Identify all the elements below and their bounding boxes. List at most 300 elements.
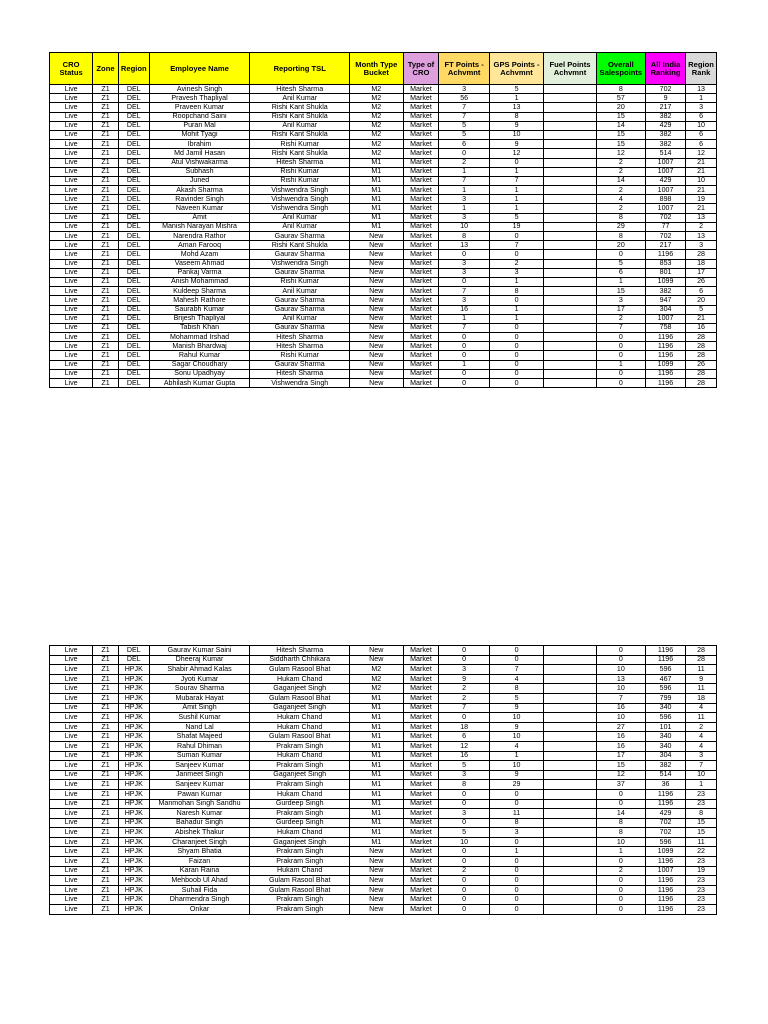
table-cell: M1 xyxy=(350,780,403,790)
table-cell: 6 xyxy=(596,268,645,277)
table-cell: Market xyxy=(403,232,439,241)
table-cell: Z1 xyxy=(93,751,119,761)
table-row xyxy=(50,195,717,204)
table-cell: New xyxy=(350,379,403,388)
table-cell: 898 xyxy=(646,195,686,204)
table-cell: 27 xyxy=(596,722,645,732)
table-row xyxy=(50,287,717,296)
table-cell: Rishi Kumar xyxy=(250,277,350,286)
table-cell: 1196 xyxy=(646,885,686,895)
header-gps-points: GPS Points - Achvmnt xyxy=(489,53,543,85)
table-cell: 5 xyxy=(489,693,543,703)
table-cell: HPJK xyxy=(118,809,149,819)
table-cell: Live xyxy=(50,140,93,149)
table-cell: 20 xyxy=(596,241,645,250)
table-cell: Shafat Majeed xyxy=(149,732,250,742)
table-cell: M2 xyxy=(350,130,403,139)
table-cell: 23 xyxy=(686,895,717,905)
table-cell: Market xyxy=(403,130,439,139)
table-cell xyxy=(544,646,596,656)
table-cell: 10 xyxy=(596,665,645,675)
table-cell: HPJK xyxy=(118,684,149,694)
table-cell: Z1 xyxy=(93,379,119,388)
table-cell: HPJK xyxy=(118,837,149,847)
table-row xyxy=(50,379,717,388)
table-cell xyxy=(544,323,596,332)
table-cell: M1 xyxy=(350,176,403,185)
table-cell: 340 xyxy=(646,732,686,742)
table-cell: 1 xyxy=(489,847,543,857)
table-cell: Market xyxy=(403,305,439,314)
table-cell: Market xyxy=(403,379,439,388)
table-cell: HPJK xyxy=(118,847,149,857)
table-cell: New xyxy=(350,314,403,323)
table-cell: Z1 xyxy=(93,277,119,286)
table-cell: 0 xyxy=(439,799,489,809)
table-cell: 0 xyxy=(489,351,543,360)
table-cell: 9 xyxy=(489,770,543,780)
table-cell: 596 xyxy=(646,713,686,723)
table-cell: Nand Lal xyxy=(149,722,250,732)
table-cell: 10 xyxy=(439,222,489,231)
table-cell: 5 xyxy=(686,305,717,314)
table-cell: Gaurav Sharma xyxy=(250,360,350,369)
table-cell: 15 xyxy=(596,130,645,139)
table-cell: Live xyxy=(50,277,93,286)
table-cell: 1 xyxy=(489,195,543,204)
table-cell: Live xyxy=(50,905,93,915)
table-cell: 10 xyxy=(596,684,645,694)
table-cell: 12 xyxy=(489,149,543,158)
table-cell: 8 xyxy=(596,85,645,94)
table-row xyxy=(50,780,717,790)
table-cell: 20 xyxy=(686,296,717,305)
table-cell: M1 xyxy=(350,195,403,204)
table-cell: Market xyxy=(403,761,439,771)
table-cell: Live xyxy=(50,222,93,231)
table-cell: Z1 xyxy=(93,305,119,314)
table-row xyxy=(50,277,717,286)
table-cell: M2 xyxy=(350,149,403,158)
table-cell: DEL xyxy=(118,250,149,259)
table-cell: Charanjeet Singh xyxy=(149,837,250,847)
table-cell: Prakram Singh xyxy=(250,741,350,751)
table-row xyxy=(50,222,717,231)
table-row xyxy=(50,732,717,742)
table-cell: Market xyxy=(403,369,439,378)
table-cell: Z1 xyxy=(93,149,119,158)
table-cell: DEL xyxy=(118,241,149,250)
table-cell: Z1 xyxy=(93,674,119,684)
table-cell: DEL xyxy=(118,314,149,323)
table-cell: 0 xyxy=(489,360,543,369)
table-cell: 9 xyxy=(489,121,543,130)
header-ft-points: FT Points - Achvmnt xyxy=(439,53,489,85)
table-cell: 3 xyxy=(439,195,489,204)
table-cell: DEL xyxy=(118,287,149,296)
table-cell: Hukam Chand xyxy=(250,789,350,799)
table-cell: 10 xyxy=(489,713,543,723)
table-cell: 9 xyxy=(686,674,717,684)
table-cell: 0 xyxy=(596,905,645,915)
table-cell xyxy=(544,789,596,799)
table-row xyxy=(50,314,717,323)
table-cell: 77 xyxy=(646,222,686,231)
table-cell: 26 xyxy=(686,360,717,369)
table-cell: 0 xyxy=(439,342,489,351)
table-cell: 0 xyxy=(439,789,489,799)
table-cell: DEL xyxy=(118,333,149,342)
table-cell: 1196 xyxy=(646,905,686,915)
table-cell: 0 xyxy=(489,857,543,867)
table-cell: 0 xyxy=(596,799,645,809)
table-cell xyxy=(544,866,596,876)
table-cell: 702 xyxy=(646,828,686,838)
table-cell: Market xyxy=(403,195,439,204)
table-cell: Z1 xyxy=(93,837,119,847)
table-cell: 7 xyxy=(596,323,645,332)
table-cell: Market xyxy=(403,296,439,305)
table-cell: HPJK xyxy=(118,905,149,915)
table-cell: Live xyxy=(50,323,93,332)
table-cell xyxy=(544,780,596,790)
table-cell: Anil Kumar xyxy=(250,222,350,231)
table-cell: 0 xyxy=(596,885,645,895)
table-cell: Prakram Singh xyxy=(250,905,350,915)
table-cell: Akash Sharma xyxy=(149,186,250,195)
table-cell: M1 xyxy=(350,204,403,213)
table-cell: 514 xyxy=(646,770,686,780)
table-cell: Z1 xyxy=(93,333,119,342)
table-cell: M1 xyxy=(350,732,403,742)
table-cell: Gulam Rasool Bhat xyxy=(250,693,350,703)
table-body xyxy=(50,646,717,915)
table-cell: Live xyxy=(50,85,93,94)
table-cell: 7 xyxy=(686,761,717,771)
table-cell: Hukam Chand xyxy=(250,751,350,761)
table-cell: M1 xyxy=(350,799,403,809)
table-cell: Sourav Sharma xyxy=(149,684,250,694)
table-cell: Market xyxy=(403,351,439,360)
table-cell: 0 xyxy=(489,837,543,847)
table-cell xyxy=(544,130,596,139)
table-cell: 1 xyxy=(489,314,543,323)
table-cell: Live xyxy=(50,130,93,139)
table-cell: New xyxy=(350,646,403,656)
table-cell: Z1 xyxy=(93,259,119,268)
table-cell: DEL xyxy=(118,259,149,268)
table-row xyxy=(50,885,717,895)
table-cell: Market xyxy=(403,665,439,675)
table-cell: 14 xyxy=(596,121,645,130)
table-cell: Live xyxy=(50,895,93,905)
table-cell: Gulam Rasool Bhat xyxy=(250,665,350,675)
table-cell: Prakram Singh xyxy=(250,857,350,867)
table-cell xyxy=(544,895,596,905)
table-cell: New xyxy=(350,232,403,241)
table-row xyxy=(50,342,717,351)
table-cell: Z1 xyxy=(93,799,119,809)
table-cell: Live xyxy=(50,296,93,305)
table-cell: 1007 xyxy=(646,167,686,176)
table-cell: 3 xyxy=(596,296,645,305)
table-cell: DEL xyxy=(118,277,149,286)
table-cell xyxy=(544,342,596,351)
table-cell: 28 xyxy=(686,369,717,378)
table-cell: New xyxy=(350,905,403,915)
table-cell: Market xyxy=(403,213,439,222)
table-cell: Gaurav Sharma xyxy=(250,268,350,277)
table-cell: 9 xyxy=(489,722,543,732)
table-cell: 4 xyxy=(596,195,645,204)
table-cell: 0 xyxy=(489,885,543,895)
table-cell: Market xyxy=(403,277,439,286)
table-cell: 382 xyxy=(646,130,686,139)
header-region-rank: Region Rank xyxy=(686,53,717,85)
table-cell: 14 xyxy=(596,809,645,819)
table-cell: 0 xyxy=(596,351,645,360)
table-cell: New xyxy=(350,885,403,895)
table-cell: M1 xyxy=(350,809,403,819)
table-cell: Vishwendra Singh xyxy=(250,186,350,195)
table-cell: 1196 xyxy=(646,789,686,799)
table-cell: 2 xyxy=(596,204,645,213)
table-cell: HPJK xyxy=(118,799,149,809)
table-cell: 1196 xyxy=(646,857,686,867)
table-cell: Amit Singh xyxy=(149,703,250,713)
table-cell xyxy=(544,770,596,780)
table-cell: 0 xyxy=(439,847,489,857)
table-cell: 8 xyxy=(596,818,645,828)
table-cell: 28 xyxy=(686,351,717,360)
table-cell: 0 xyxy=(489,895,543,905)
table-cell: Z1 xyxy=(93,703,119,713)
table-cell: Z1 xyxy=(93,232,119,241)
table-cell: Live xyxy=(50,876,93,886)
table-cell: Z1 xyxy=(93,213,119,222)
table-cell: 19 xyxy=(489,222,543,231)
table-cell: 1196 xyxy=(646,333,686,342)
table-cell: Market xyxy=(403,693,439,703)
table-cell: 5 xyxy=(596,259,645,268)
table-cell: 8 xyxy=(489,112,543,121)
table-cell: 28 xyxy=(686,333,717,342)
table-cell: 1099 xyxy=(646,360,686,369)
table-cell: 702 xyxy=(646,232,686,241)
table-cell: 1 xyxy=(439,167,489,176)
table-cell xyxy=(544,167,596,176)
table-cell: Live xyxy=(50,857,93,867)
table-cell: 1196 xyxy=(646,351,686,360)
table-cell: 8 xyxy=(489,287,543,296)
table-cell: Z1 xyxy=(93,314,119,323)
table-cell: New xyxy=(350,333,403,342)
table-cell: 21 xyxy=(686,186,717,195)
table-cell: New xyxy=(350,268,403,277)
table-cell: Z1 xyxy=(93,885,119,895)
table-cell xyxy=(544,828,596,838)
table-cell: Onkar xyxy=(149,905,250,915)
table-cell: Live xyxy=(50,186,93,195)
table-cell: Market xyxy=(403,250,439,259)
table-cell: DEL xyxy=(118,94,149,103)
table-cell: Z1 xyxy=(93,268,119,277)
table-cell: 702 xyxy=(646,213,686,222)
table-cell: Abishek Thakur xyxy=(149,828,250,838)
table-cell: M1 xyxy=(350,818,403,828)
table-cell: Live xyxy=(50,232,93,241)
table-cell: 4 xyxy=(686,732,717,742)
table-cell: M2 xyxy=(350,121,403,130)
table-row xyxy=(50,323,717,332)
table-cell: 382 xyxy=(646,761,686,771)
table-cell: DEL xyxy=(118,342,149,351)
table-cell: Saurabh Kumar xyxy=(149,305,250,314)
header-overall-salespoints: Overall Salespoints xyxy=(596,53,645,85)
table-cell: New xyxy=(350,857,403,867)
table-row xyxy=(50,741,717,751)
table-cell: 0 xyxy=(489,866,543,876)
table-cell: Rishi Kumar xyxy=(250,167,350,176)
table-cell: Hukam Chand xyxy=(250,828,350,838)
table-cell: 22 xyxy=(686,847,717,857)
table-cell: Z1 xyxy=(93,646,119,656)
table-cell: Market xyxy=(403,186,439,195)
table-cell: 2 xyxy=(439,684,489,694)
table-cell: 0 xyxy=(596,646,645,656)
table-cell: 947 xyxy=(646,296,686,305)
table-cell: Hukam Chand xyxy=(250,674,350,684)
table-cell: DEL xyxy=(118,369,149,378)
table-cell: Live xyxy=(50,789,93,799)
table-cell: 217 xyxy=(646,241,686,250)
table-cell: 1 xyxy=(489,167,543,176)
table-cell: M1 xyxy=(350,713,403,723)
table-cell: 429 xyxy=(646,121,686,130)
table-cell: 7 xyxy=(439,176,489,185)
table-cell: 702 xyxy=(646,818,686,828)
table-cell: 3 xyxy=(439,259,489,268)
table-row xyxy=(50,232,717,241)
table-cell: Mohd Azam xyxy=(149,250,250,259)
table-cell: Live xyxy=(50,167,93,176)
table-cell: 8 xyxy=(596,828,645,838)
header-month-type-bucket: Month Type Bucket xyxy=(350,53,403,85)
table-cell: 0 xyxy=(489,876,543,886)
table-cell: Market xyxy=(403,828,439,838)
table-cell: 13 xyxy=(686,232,717,241)
table-row xyxy=(50,259,717,268)
table-cell: HPJK xyxy=(118,665,149,675)
table-cell: Z1 xyxy=(93,167,119,176)
table-cell: Juned xyxy=(149,176,250,185)
table-row xyxy=(50,703,717,713)
table-cell: 0 xyxy=(596,250,645,259)
table-cell: Shabir Ahmad Kalas xyxy=(149,665,250,675)
table-cell: Gulam Rasool Bhat xyxy=(250,876,350,886)
table-cell: 6 xyxy=(686,287,717,296)
table-cell: 1007 xyxy=(646,866,686,876)
table-cell: Z1 xyxy=(93,323,119,332)
table-cell xyxy=(544,837,596,847)
table-row xyxy=(50,713,717,723)
table-cell: 15 xyxy=(596,112,645,121)
table-cell: 0 xyxy=(489,296,543,305)
table-cell: Z1 xyxy=(93,857,119,867)
table-cell: Gulam Rasool Bhat xyxy=(250,885,350,895)
table-cell: Z1 xyxy=(93,770,119,780)
table-cell: 5 xyxy=(439,828,489,838)
table-cell xyxy=(544,204,596,213)
table-cell: 1196 xyxy=(646,369,686,378)
table-row xyxy=(50,250,717,259)
table-cell: Live xyxy=(50,259,93,268)
table-row xyxy=(50,351,717,360)
table-cell: Anish Mohammad xyxy=(149,277,250,286)
table-cell: Sonu Upadhyay xyxy=(149,369,250,378)
table-cell: HPJK xyxy=(118,732,149,742)
table-cell: Live xyxy=(50,103,93,112)
table-cell: 101 xyxy=(646,722,686,732)
table-cell: 1007 xyxy=(646,204,686,213)
table-row xyxy=(50,828,717,838)
table-cell xyxy=(544,799,596,809)
table-cell: New xyxy=(350,847,403,857)
table-cell: 7 xyxy=(489,241,543,250)
table-cell xyxy=(544,693,596,703)
table-cell: M1 xyxy=(350,751,403,761)
table-row xyxy=(50,722,717,732)
table-cell: Z1 xyxy=(93,287,119,296)
table-cell: Market xyxy=(403,837,439,847)
table-cell: Market xyxy=(403,176,439,185)
table-cell: 18 xyxy=(686,693,717,703)
table-cell: Tabish Khan xyxy=(149,323,250,332)
table-cell: Market xyxy=(403,799,439,809)
table-cell: HPJK xyxy=(118,761,149,771)
table-cell: 5 xyxy=(489,85,543,94)
table-cell: 0 xyxy=(439,905,489,915)
table-cell: 2 xyxy=(439,693,489,703)
table-cell: 4 xyxy=(489,741,543,751)
table-cell: 1007 xyxy=(646,186,686,195)
table-cell: 11 xyxy=(686,837,717,847)
table-cell: 13 xyxy=(686,213,717,222)
table-cell xyxy=(544,741,596,751)
table-cell: Live xyxy=(50,713,93,723)
table-cell: Live xyxy=(50,94,93,103)
table-cell: New xyxy=(350,351,403,360)
table-cell: Sanjeev Kumar xyxy=(149,780,250,790)
table-cell: 1 xyxy=(439,186,489,195)
table-cell: Manish Bhardwaj xyxy=(149,342,250,351)
table-cell: 1099 xyxy=(646,847,686,857)
table-cell: 10 xyxy=(686,121,717,130)
table-row xyxy=(50,809,717,819)
table-cell: 12 xyxy=(596,149,645,158)
table-cell: Gaurav Sharma xyxy=(250,296,350,305)
table-cell: Live xyxy=(50,333,93,342)
table-cell xyxy=(544,674,596,684)
table-row xyxy=(50,158,717,167)
table-cell: Gaurav Kumar Saini xyxy=(149,646,250,656)
table-cell xyxy=(544,277,596,286)
table-cell: 1196 xyxy=(646,646,686,656)
table-cell xyxy=(544,213,596,222)
table-cell xyxy=(544,809,596,819)
table-cell: Z1 xyxy=(93,296,119,305)
table-cell: Gaganjeet Singh xyxy=(250,770,350,780)
